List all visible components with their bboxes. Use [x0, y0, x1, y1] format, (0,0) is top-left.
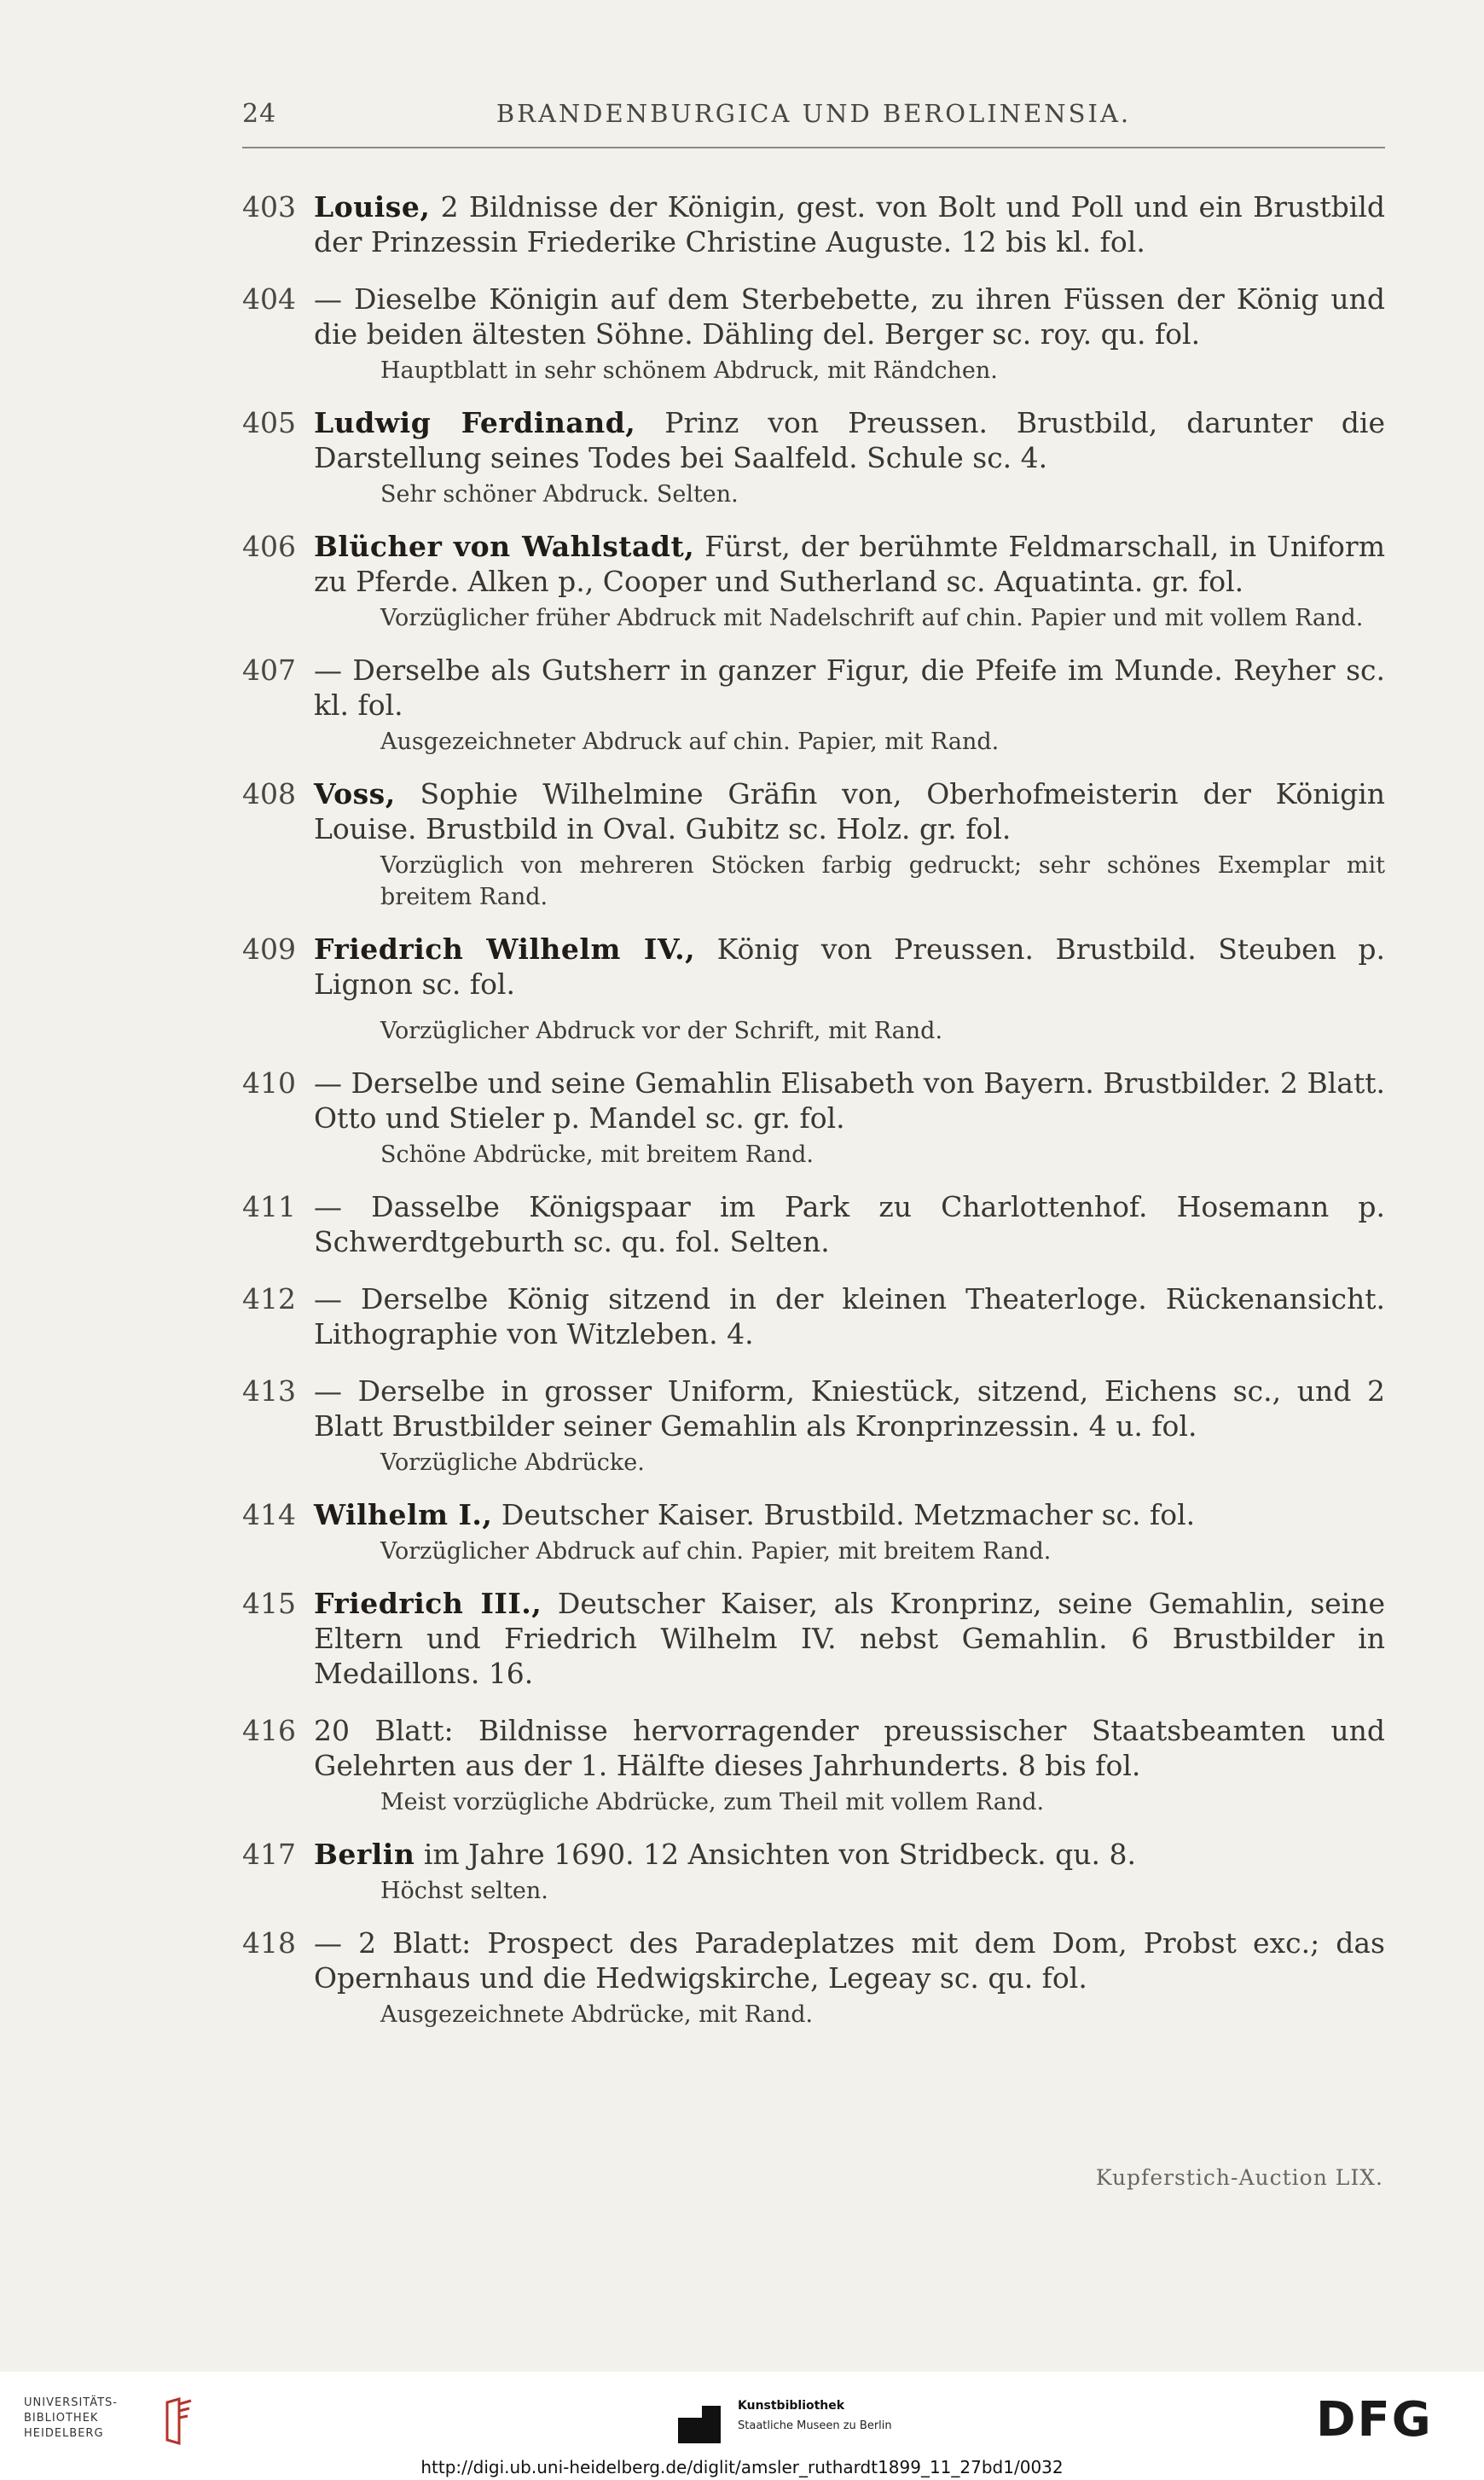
catalogue-entry	[242, 405, 1385, 510]
entry-text	[314, 1066, 1385, 1135]
entry-note: Vorzüglicher Abdruck vor der Schrift, mit Rand.	[380, 1018, 943, 1044]
entry-text	[314, 1586, 1385, 1691]
entry-name: Louise,	[314, 190, 431, 224]
catalogue-entry	[242, 189, 1385, 259]
entry-text	[314, 405, 1385, 475]
footer-band	[0, 2372, 1484, 2480]
entry-name: Voss,	[314, 777, 396, 810]
entry-description: Deutscher Kaiser. Brustbild. Metzmacher sc. fol.	[501, 1498, 1196, 1531]
dfg-logo[interactable]: DFG	[1316, 2392, 1433, 2448]
entry-text	[314, 282, 1385, 351]
entry-note: Hauptblatt in sehr schönem Abdruck, mit Rändchen.	[380, 357, 998, 384]
entry-text	[314, 189, 1385, 259]
catalogue-entry	[242, 653, 1385, 758]
entry-note: Schöne Abdrücke, mit breitem Rand.	[380, 1141, 814, 1168]
entry-name: Friedrich III.,	[314, 1587, 542, 1620]
entry-text	[314, 653, 1385, 723]
entry-number: 413	[242, 1374, 296, 1408]
entry-text	[314, 1925, 1385, 1995]
entry-description: König von Preussen. Brustbild. Steuben p. Lignon sc. fol.	[314, 932, 1385, 1001]
entry-note: Vorzüglich von mehreren Stöcken farbig gedruckt; sehr schönes Exemplar mit breitem Rand.	[380, 852, 1385, 910]
entry-name: Berlin	[314, 1838, 415, 1871]
entry-text	[314, 776, 1385, 846]
university-name: UNIVERSITÄTS- BIBLIOTHEK HEIDELBERG	[24, 2396, 118, 2440]
entry-number: 407	[242, 653, 296, 687]
entry-description: Sophie Wilhelmine Gräfin von, Oberhofmeisterin der Königin Louise. Brustbild in Oval. Gubitz sc. Holz. gr. fol.	[314, 777, 1386, 845]
catalogue-entry	[242, 1713, 1385, 1818]
catalogue-entry	[242, 1374, 1385, 1478]
entry-text	[314, 1837, 1385, 1872]
university-library-logo[interactable]	[24, 2396, 194, 2447]
catalogue-entry	[242, 1189, 1385, 1259]
entry-note: Vorzügliche Abdrücke.	[380, 1449, 645, 1476]
catalogue-entry	[242, 776, 1385, 913]
entry-name: Blücher von Wahlstadt,	[314, 530, 695, 563]
entry-number: 409	[242, 932, 296, 966]
running-title: BRANDENBURGICA UND BEROLINENSIA.	[496, 99, 1132, 128]
entry-description: — Derselbe und seine Gemahlin Elisabeth von Bayern. Brustbilder. 2 Blatt. Otto und Stieler p. Mandel sc. gr. fol.	[314, 1066, 1385, 1135]
entry-description: Deutscher Kaiser, als Kronprinz, seine Gemahlin, seine Eltern und Friedrich Wilhelm IV. nebst Gemahlin. 6 Brustbilder in Medaillons. 16.	[314, 1587, 1385, 1690]
entry-number: 415	[242, 1587, 296, 1620]
entry-number: 410	[242, 1066, 296, 1100]
catalogue-entry	[242, 529, 1385, 634]
source-url[interactable]: http://digi.ub.uni-heidelberg.de/diglit/amsler_ruthardt1899_11_27bd1/0032	[420, 2457, 1064, 2477]
entry-description: 2 Bildnisse der Königin, gest. von Bolt und Poll und ein Brustbild der Prinzessin Friederike Christine Auguste. 12 bis kl. fol.	[314, 190, 1385, 258]
catalogue-entry	[242, 1925, 1385, 2030]
catalogue-entry	[242, 1586, 1385, 1691]
entry-description: — Dasselbe Königspaar im Park zu Charlottenhof. Hosemann p. Schwerdtgeburth sc. qu. fol. Selten.	[314, 1190, 1385, 1258]
entry-description: im Jahre 1690. 12 Ansichten von Stridbeck. qu. 8.	[423, 1838, 1136, 1871]
auction-reference: Kupferstich-Auction LIX.	[1095, 2165, 1383, 2190]
entry-text	[314, 529, 1385, 599]
entry-text	[314, 1497, 1385, 1532]
entry-number: 414	[242, 1498, 296, 1531]
entry-description: — 2 Blatt: Prospect des Paradeplatzes mit dem Dom, Probst exc.; das Opernhaus und die Hedwigskirche, Legeay sc. qu. fol.	[314, 1926, 1385, 1995]
entry-number: 406	[242, 530, 296, 563]
entry-description: Prinz von Preussen. Brustbild, darunter die Darstellung seines Todes bei Saalfeld. Schule sc. 4.	[314, 406, 1386, 474]
entry-name: Friedrich Wilhelm IV.,	[314, 932, 696, 966]
entry-text	[314, 932, 1385, 1002]
entry-note: Ausgezeichnete Abdrücke, mit Rand.	[380, 2001, 814, 2028]
catalogue-entry	[242, 932, 1385, 1047]
entry-note: Vorzüglicher Abdruck auf chin. Papier, mit breitem Rand.	[380, 1538, 1052, 1565]
page-header	[242, 96, 1385, 148]
entry-note: Meist vorzügliche Abdrücke, zum Theil mit vollem Rand.	[380, 1789, 1045, 1815]
entry-note: Vorzüglicher früher Abdruck mit Nadelschrift auf chin. Papier und mit vollem Rand.	[380, 605, 1364, 631]
entry-number: 404	[242, 282, 296, 316]
entry-description: — Derselbe als Gutsherr in ganzer Figur, die Pfeife im Munde. Reyher sc. kl. fol.	[314, 653, 1385, 722]
entry-text	[314, 1281, 1385, 1351]
catalogue-entry	[242, 1837, 1385, 1907]
catalogue-entries	[242, 189, 1385, 2049]
kunstbibliothek-logo[interactable]	[678, 2390, 934, 2450]
entry-name: Wilhelm I.,	[314, 1498, 493, 1531]
entry-description: 20 Blatt: Bildnisse hervorragender preussischer Staatsbeamten und Gelehrten aus der 1. Hälfte dieses Jahrhunderts. 8 bis fol.	[314, 1714, 1385, 1782]
university-emblem-icon	[160, 2397, 198, 2445]
entry-number: 418	[242, 1926, 296, 1960]
catalogue-entry	[242, 1281, 1385, 1351]
catalogue-entry	[242, 1497, 1385, 1567]
entry-text	[314, 1713, 1385, 1783]
entry-note: Sehr schöner Abdruck. Selten.	[380, 481, 739, 508]
entry-number: 412	[242, 1282, 296, 1316]
entry-number: 411	[242, 1190, 296, 1223]
entry-number: 403	[242, 190, 296, 224]
entry-text	[314, 1374, 1385, 1443]
entry-description: — Derselbe König sitzend in der kleinen Theaterloge. Rückenansicht. Lithographie von Witzleben. 4.	[314, 1282, 1385, 1350]
entry-number: 416	[242, 1714, 296, 1747]
entry-number: 417	[242, 1838, 296, 1871]
kunstbibliothek-subtitle: Staatliche Museen zu Berlin	[738, 2419, 892, 2432]
entry-description: Fürst, der berühmte Feldmarschall, in Uniform zu Pferde. Alken p., Cooper und Sutherland sc. Aquatinta. gr. fol.	[314, 530, 1385, 598]
kunstbibliothek-title: Kunstbibliothek	[738, 2399, 845, 2413]
catalogue-entry	[242, 1066, 1385, 1170]
entry-note: Höchst selten.	[380, 1878, 548, 1904]
entry-name: Ludwig Ferdinand,	[314, 406, 636, 439]
entry-description: — Dieselbe Königin auf dem Sterbebette, zu ihren Füssen der König und die beiden ältesten Söhne. Dähling del. Berger sc. roy. qu. fol.	[314, 282, 1385, 351]
entry-number: 408	[242, 777, 296, 810]
page-number: 24	[242, 99, 277, 129]
entry-note: Ausgezeichneter Abdruck auf chin. Papier, mit Rand.	[380, 729, 1000, 755]
entry-text	[314, 1189, 1385, 1259]
entry-description: — Derselbe in grosser Uniform, Kniestück, sitzend, Eichens sc., und 2 Blatt Brustbilder seiner Gemahlin als Kronprinzessin. 4 u. fol.	[314, 1374, 1385, 1443]
entry-number: 405	[242, 406, 296, 439]
kunstbibliothek-emblem-icon	[678, 2406, 721, 2443]
catalogue-entry	[242, 282, 1385, 386]
